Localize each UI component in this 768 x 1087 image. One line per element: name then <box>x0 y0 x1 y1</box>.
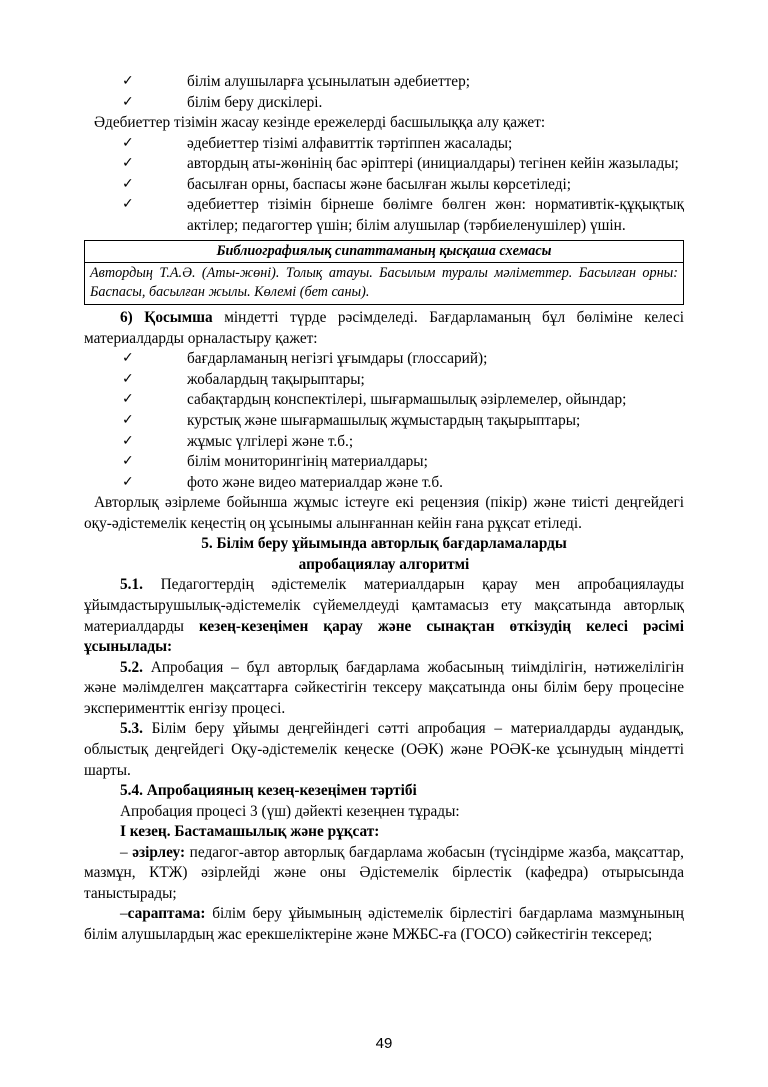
table-header-cell: Библиографиялық сипаттаманың қысқаша схемасы <box>85 240 684 263</box>
paragraph-rules-intro: Әдебиеттер тізімін жасау кезінде ережелерді басшылыққа алу қажет: <box>94 114 546 132</box>
section-5-3-text: Білім беру ұйымы деңгейіндегі сәтті апробация – материалдарды аудандық, облыстық деңгейдегі Оқу-әдістемелік кеңеске (ОӘК) және РОӘК-ке ұсынудың міндетті шарты. <box>84 720 684 779</box>
list-item-label: курстық және шығармашылық жұмыстардың тақырыптары; <box>187 411 581 429</box>
paragraph-stage-1-item-1 <box>84 843 684 905</box>
list-item <box>84 370 684 391</box>
checkmark-icon: ✓ <box>122 175 134 192</box>
checkmark-icon: ✓ <box>122 453 134 470</box>
list-item <box>84 72 684 93</box>
heading-stage-1 <box>84 822 684 843</box>
page-number: 49 <box>375 1035 393 1052</box>
checkmark-icon: ✓ <box>122 155 134 172</box>
item-1-keyword: әзірлеу: <box>132 843 186 861</box>
section-5-1-number: 5.1. <box>120 576 143 594</box>
checkmark-icon: ✓ <box>122 432 134 449</box>
paragraph-section-5-2 <box>84 658 684 720</box>
checkmark-icon: ✓ <box>122 73 134 89</box>
list-item-label: білім беру дискілері. <box>187 93 323 111</box>
bibliographic-schema-table <box>84 240 684 306</box>
section-5-4-heading-text: 5.4. Апробацияның кезең-кезеңімен тәртібі <box>120 782 417 800</box>
paragraph-section-6 <box>84 308 684 349</box>
checkmark-icon: ✓ <box>122 473 134 490</box>
list-item <box>84 134 684 155</box>
page-title-line-1 <box>84 534 684 555</box>
list-item <box>84 390 684 411</box>
list-item <box>84 154 684 175</box>
list-item-label: әдебиеттер тізімі алфавиттік тәртіппен жасалады; <box>187 134 513 152</box>
checkmark-icon: ✓ <box>122 370 134 387</box>
paragraph-stage-1-item-2 <box>84 904 684 945</box>
list-item <box>84 349 684 370</box>
paragraph-section-5-3 <box>84 719 684 781</box>
page-content <box>84 72 684 946</box>
item-2-text: білім беру ұйымының әдістемелік бірлестігі бағдарлама мазмұнының білім алушылардың жас ерекшеліктеріне және МЖБС-ға (ГОСО) сәйкестігін тексеред; <box>84 905 684 943</box>
table-body-cell: Автордың Т.А.Ә. (Аты-жөні). Толық атауы. Басылым туралы мәліметтер. Басылған орны: Баспасы, басылған жылы. Көлемі (бет саны). <box>85 263 684 305</box>
list-item <box>84 411 684 432</box>
checkmark-icon: ✓ <box>122 391 134 408</box>
table-row <box>85 263 684 305</box>
checkmark-icon: ✓ <box>122 93 134 110</box>
item-2-keyword: сараптама: <box>127 905 206 923</box>
list-item-label: фото және видео материалдар және т.б. <box>187 473 443 491</box>
list-item <box>84 195 684 236</box>
checkmark-icon: ✓ <box>122 350 134 367</box>
table-row <box>85 240 684 263</box>
section-6-marker: 6) <box>120 309 145 327</box>
list-item <box>84 93 684 114</box>
section-6-text: міндетті түрде рәсімделеді. Бағдарламаның бұл бөліміне келесі материалдарды орналастыру қажет: <box>84 309 684 347</box>
checkmark-icon: ✓ <box>122 134 134 151</box>
list-item <box>84 432 684 453</box>
paragraph-section-5-1 <box>84 575 684 657</box>
checkmark-icon: ✓ <box>122 411 134 428</box>
paragraph-author-work: Авторлық әзірлеме бойынша жұмыс істеуге екі рецензия (пікір) және тиісті деңгейдегі оқу-әдістемелік кеңестің оң ұсынымы алынғаннан кейін ғана рұқсат етіледі. <box>84 494 684 532</box>
paragraph-section-5-4-intro: Апробация процесі 3 (үш) дәйекті кезеңнен тұрады: <box>120 802 460 820</box>
page-title-line-2 <box>84 555 684 576</box>
list-item <box>84 175 684 196</box>
section-5-1-text: Педагогтердің әдістемелік материалдарын қарау мен апробациялауды ұйымдастырушылық-әдістемелік сүйемелдеуді қамтамасыз ету мақсатында авторлық материалдарды <box>84 576 684 635</box>
list-item-label: автордың аты-жөнінің бас әріптері (инициалдары) тегінен кейін жазылады; <box>187 155 679 173</box>
list-item-label: сабақтардың конспектілері, шығармашылық әзірлемелер, ойындар; <box>187 391 627 409</box>
list-item-label: білім алушыларға ұсынылатын әдебиеттер; <box>187 73 470 90</box>
list-item-label: жұмыс үлгілері және т.б.; <box>187 432 354 450</box>
section-6-keyword: Қосымша <box>144 309 213 327</box>
list-item <box>84 452 684 473</box>
section-5-3-number: 5.3. <box>120 720 143 738</box>
stage-1-heading-text: I кезең. Бастамашылық және рұқсат: <box>120 823 380 841</box>
dash-marker: – <box>120 843 133 861</box>
checkmark-icon: ✓ <box>122 196 134 213</box>
section-5-1-bold: кезең-кезеңімен қарау және сынақтан өткізудің келесі рәсімі ұсынылады: <box>84 617 684 656</box>
heading-section-5-4 <box>84 781 684 802</box>
list-item-label: бағдарламаның негізгі ұғымдары (глоссарий); <box>187 350 488 368</box>
list-item-label: әдебиеттер тізімін бірнеше бөлімге бөлген жөн: нормативтік-құқықтық актілер; педагогтер үшін; білім алушылар (тәрбиеленушілер) үшін. <box>187 196 684 234</box>
list-item-label: жобалардың тақырыптары; <box>187 370 365 388</box>
list-item-label: білім мониторингінің материалдары; <box>187 453 428 471</box>
item-1-text: педагог-автор авторлық бағдарлама жобасын (түсіндірме жазба, мақсаттар, мазмұн, КТЖ) әзірлейді және оны Әдістемелік бірлестік (кафедра) отырысында таныстырады; <box>84 843 684 902</box>
list-item-label: басылған орны, баспасы және басылған жылы көрсетіледі; <box>187 175 572 193</box>
heading-5-text-1: 5. Білім беру ұйымында авторлық бағдарламаларды <box>201 535 567 553</box>
section-5-2-text: Апробация – бұл авторлық бағдарлама жобасының тиімділігін, нәтижелілігін және мәлімделген мақсаттарға сәйкестігін тексеру мақсатында оны білім беру процесіне эксперименттік енгізу процесі. <box>84 658 684 717</box>
dash-marker: – <box>120 905 128 923</box>
section-5-2-number: 5.2. <box>120 658 143 676</box>
list-item <box>84 473 684 494</box>
heading-5-text-2: апробациялау алгоритмі <box>298 555 470 573</box>
